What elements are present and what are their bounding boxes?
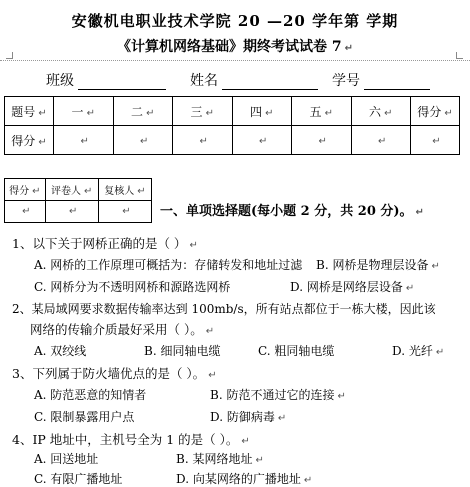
question-3-stem: 3、下列属于防火墙优点的是（ ）。 ↵ <box>12 366 217 381</box>
question-1-option-b[interactable]: B. 网桥是物理层设备 ↵ <box>316 258 440 272</box>
question-1-option-c[interactable]: C. 网桥分为不透明网桥和源路选网桥 <box>34 280 231 294</box>
table-cell: 评卷人 ↵ <box>45 179 98 201</box>
question-4-option-a[interactable]: A. 回送地址 <box>34 452 99 466</box>
table-cell: 二 ↵ <box>113 97 173 126</box>
grader-input-cell[interactable]: ↵ <box>45 201 98 223</box>
table-cell: 得分 ↵ <box>5 179 46 201</box>
question-2-option-a[interactable]: A. 双绞线 <box>34 344 87 358</box>
student-id-underline[interactable] <box>364 75 430 90</box>
question-4-stem: 4、IP 地址中，主机号全为 1 的是（ ）。 ↵ <box>12 432 250 447</box>
grader-table <box>4 178 152 223</box>
name-underline[interactable] <box>222 75 318 90</box>
crop-mark-icon <box>6 52 13 59</box>
school-title: 安徽机电职业技术学院 20 —20 学年第 学期 <box>71 12 399 30</box>
question-1-stem: 1、以下关于网桥正确的是（ ） ↵ <box>12 236 198 251</box>
table-cell: 四 ↵ <box>232 97 292 126</box>
grader-input-cell[interactable]: ↵ <box>5 201 46 223</box>
question-4-option-b[interactable]: B. 某网络地址 ↵ <box>176 452 264 466</box>
question-2-stem-continued: 网络的传输介质最好采用（ ）。 ↵ <box>30 322 215 337</box>
table-cell: 三 ↵ <box>173 97 233 126</box>
question-3-option-a[interactable]: A. 防范恶意的知情者 <box>34 388 147 402</box>
class-field[interactable]: 班级 <box>46 70 166 90</box>
question-4-option-d[interactable]: D. 向某网络的广播地址 ↵ <box>176 472 313 486</box>
score-table <box>4 96 460 155</box>
score-input-cell[interactable]: ↵ <box>292 126 352 155</box>
question-3-option-b[interactable]: B. 防范不通过它的连接 ↵ <box>210 388 346 402</box>
header-divider <box>0 60 470 61</box>
question-1-option-a[interactable]: A. 网桥的工作原理可概括为：存储转发和地址过滤 <box>34 258 303 272</box>
score-table-score-row <box>5 126 460 155</box>
question-4-option-c[interactable]: C. 有限广播地址 <box>34 472 123 486</box>
score-input-cell[interactable]: ↵ <box>411 126 460 155</box>
score-input-cell[interactable]: ↵ <box>232 126 292 155</box>
table-cell: 五 ↵ <box>292 97 352 126</box>
section-title: 一、单项选择题(每小题 2 分，共 20 分)。 ↵ <box>160 204 424 219</box>
table-cell: 六 ↵ <box>351 97 411 126</box>
score-input-cell[interactable]: ↵ <box>173 126 233 155</box>
crop-mark-icon <box>456 52 463 59</box>
score-input-cell[interactable]: ↵ <box>113 126 173 155</box>
paragraph-mark-icon: ↵ <box>344 43 353 54</box>
table-cell: 得分 ↵ <box>5 126 54 155</box>
question-1-option-d[interactable]: D. 网桥是网络层设备 ↵ <box>290 280 415 294</box>
question-2-option-c[interactable]: C. 粗同轴电缆 <box>258 344 335 358</box>
question-2-option-d[interactable]: D. 光纤 ↵ <box>392 344 445 358</box>
score-input-cell[interactable]: ↵ <box>351 126 411 155</box>
grader-input-cell[interactable]: ↵ <box>98 201 151 223</box>
score-table-header-row <box>5 97 460 126</box>
student-id-field[interactable]: 学号 <box>332 70 430 90</box>
exam-title: 《计算机网络基础》期终考试试卷 7 ↵ <box>116 39 353 55</box>
table-cell: 复核人 ↵ <box>98 179 151 201</box>
table-cell: 一 ↵ <box>54 97 114 126</box>
question-3-option-d[interactable]: D. 防御病毒 ↵ <box>210 410 287 424</box>
question-2-option-b[interactable]: B. 细同轴电缆 <box>144 344 221 358</box>
name-field[interactable]: 姓名 <box>190 70 318 90</box>
table-cell: 题号 ↵ <box>5 97 54 126</box>
question-3-option-c[interactable]: C. 限制暴露用户点 <box>34 410 135 424</box>
question-2-stem: 2、某局域网要求数据传输率达到 100mb/s，所有站点都位于一栋大楼，因此该 <box>12 302 436 316</box>
table-cell: 得分 ↵ <box>411 97 460 126</box>
score-input-cell[interactable]: ↵ <box>54 126 114 155</box>
class-underline[interactable] <box>78 75 166 90</box>
